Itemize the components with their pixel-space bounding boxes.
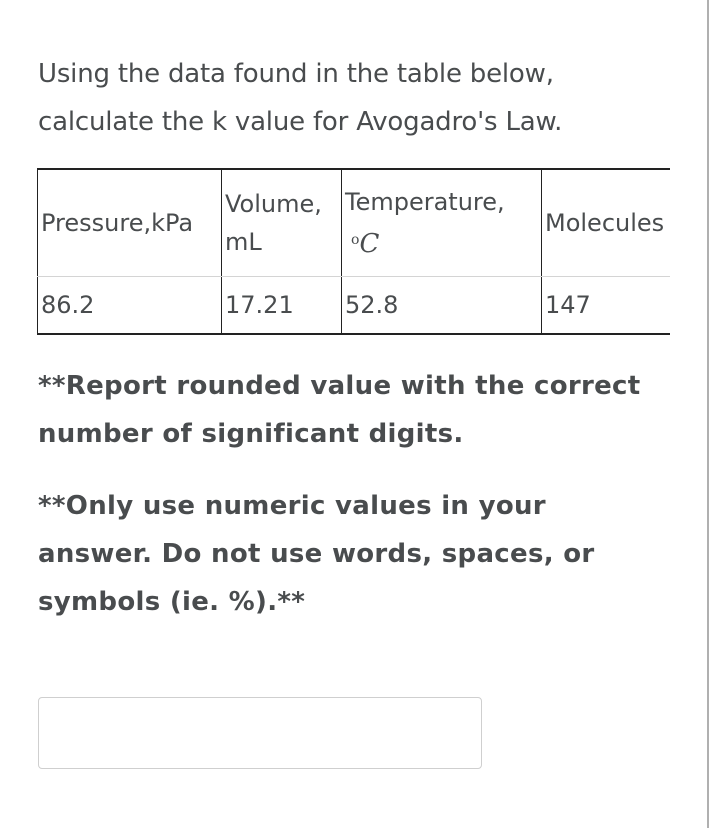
panel-right-border [707,0,709,828]
note1-line-1: **Report rounded value with the correct [38,371,641,401]
cell-temperature: 52.8 [342,276,542,334]
temperature-unit: $^o$C [351,228,380,259]
cell-volume: 17.21 [222,276,342,334]
note1-line-2: number of significant digits. [38,419,464,449]
question-line-1: Using the data found in the table below, [38,59,554,89]
header-temperature: Temperature, $^o$C [342,169,542,276]
note2-line-1: **Only use numeric values in your [38,491,546,521]
sig-digits-note [38,362,678,458]
table-row [38,276,670,334]
header-volume: Volume, mL [222,169,342,276]
answer-input[interactable] [38,697,482,769]
table-header-row [38,169,670,276]
data-table [37,168,670,335]
note2-line-3: symbols (ie. %).** [38,587,306,617]
numeric-only-note [38,482,678,626]
cell-molecules: 147 [542,276,670,334]
header-molecules: Molecules [542,169,670,276]
header-pressure: Pressure,kPa [38,169,222,276]
cell-pressure: 86.2 [38,276,222,334]
note2-line-2: answer. Do not use words, spaces, or [38,539,595,569]
question-line-2: calculate the k value for Avogadro's Law. [38,107,563,137]
question-text [38,50,678,146]
